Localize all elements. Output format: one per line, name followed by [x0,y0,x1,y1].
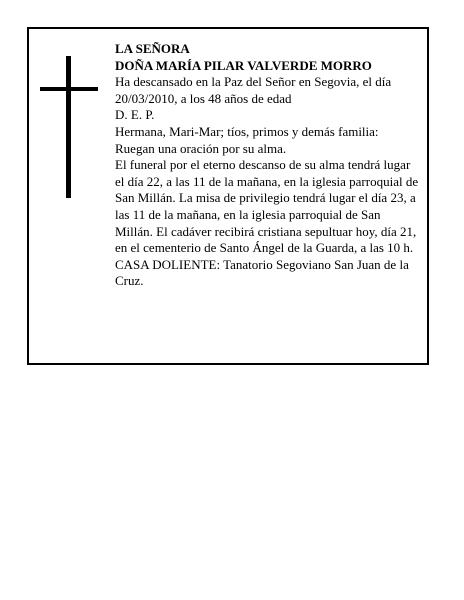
prayer-request: Ruegan una oración por su alma. [115,140,287,156]
deceased-name: DOÑA MARÍA PILAR VALVERDE MORRO [115,57,372,73]
family-line: Hermana, Mari-Mar; tíos, primos y demás familia: [115,123,379,139]
cross-icon [66,56,71,198]
cross-icon-bar [40,87,98,91]
obituary-notice [27,27,429,365]
title-line: LA SEÑORA [115,41,190,56]
funeral-details: El funeral por el eterno descanso de su alma tendrá lugar el día 22, a las 11 de la mañana, en la iglesia parroquial de San Millán. La misa de privilegio tendrá lugar el día 23, a las 11 de la mañana, en la iglesia parroquial de San Millán. El cadáver recibirá cristiana sepultuar hoy, día 21, en el cementerio de Santo Ángel de la Guarda, a las 10 h. [115,157,419,256]
rip-line: D. E. P. [115,107,155,123]
mourning-house: CASA DOLIENTE: Tanatorio Segoviano San Juan de la Cruz. [115,256,409,289]
notice-text [115,41,420,290]
death-statement: Ha descansado en la Paz del Señor en Segovia, el día 20/03/2010, a los 48 años de edad [115,74,392,106]
